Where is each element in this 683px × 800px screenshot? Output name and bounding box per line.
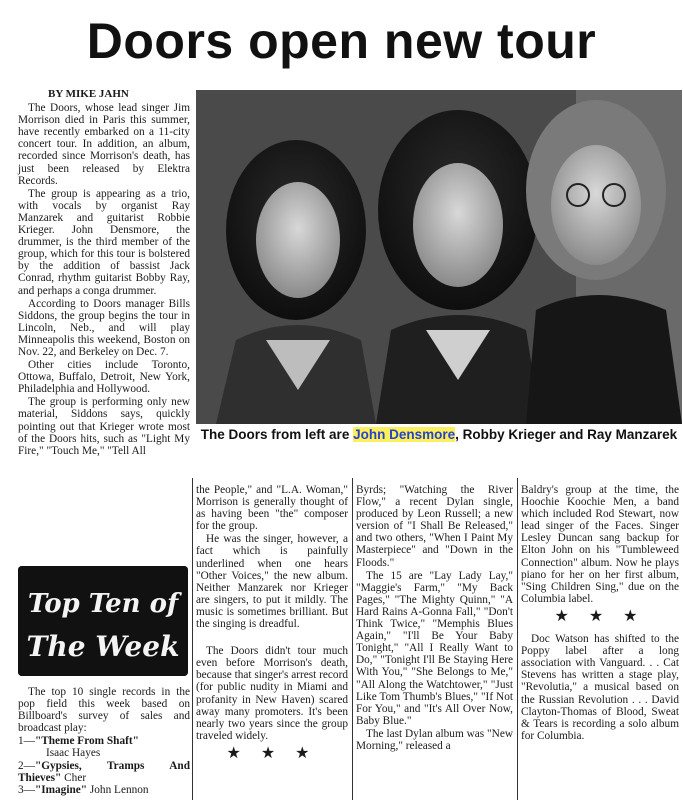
paragraph: According to Doors manager Bills Siddons, the group begins the tour in Lincoln, Neb., and will play Minneapolis this weekend, Boston on Nov. 22, and Berkeley on Dec. 7.: [18, 297, 190, 358]
article-column-1: [18, 88, 190, 560]
topten-logo-line2: The Week: [26, 630, 180, 663]
section-stars: ★ ★ ★: [554, 607, 646, 625]
topten-logo-line1: Top Ten of: [27, 589, 179, 619]
rank: 2—: [18, 759, 35, 772]
band-photo: [196, 90, 682, 424]
topten-intro: The top 10 single records in the pop field this week based on Billboard's survey of sales and broadcast play:: [18, 686, 190, 735]
headline: Doors open new tour: [86, 13, 597, 69]
paragraph: The Doors, whose lead singer Jim Morrison died in Paris this summer, have recently embarked on a 11-city concert tour. In addition, an album, recorded since Morrison's death, has just been released by Elektra Records.: [18, 102, 190, 187]
rank: 3—: [18, 783, 35, 796]
topten-section: [18, 686, 190, 800]
paragraph: the People," and "L.A. Woman," Morrison is generally thought of as having been "the" composer for the group.: [196, 484, 348, 533]
song-title: "Theme From Shaft": [34, 735, 139, 748]
paragraph: The last Dylan album was "New Morning," released a: [356, 727, 513, 752]
artist: Cher: [64, 771, 87, 784]
caption-text: , Robby Krieger and Ray Manzarek: [455, 427, 678, 442]
column-rule: [192, 478, 193, 800]
article-column-4: [521, 484, 679, 800]
paragraph: Other cities include Toronto, Ottowa, Buffalo, Detroit, New York, Philadelphia and Hollywood.: [18, 359, 190, 396]
paragraph: The Doors didn't tour much even before Morrison's death, because that singer's arrest record (for public nudity in Miami and profanity in New Haven) scared away many promoters. It's been nearly two years since the group traveled widely.: [196, 645, 348, 742]
article-column-2: [196, 484, 348, 800]
song-title: "Imagine": [34, 783, 88, 796]
caption-highlight[interactable]: John Densmore: [353, 427, 456, 442]
byline: BY MIKE JAHN: [48, 88, 129, 100]
artist: Isaac Hayes: [46, 747, 101, 760]
rank: 1—: [18, 735, 35, 748]
topten-list: [18, 735, 190, 795]
list-item: [18, 735, 190, 759]
column-rule: [517, 478, 518, 800]
paragraph: The 15 are "Lay Lady Lay," "Maggie's Farm," "My Back Pages," "The Mighty Quinn," "A Hard Rains A-Gonna Fall," "Don't Think Twice," "Memphis Blues Again," "I'll Be Your Baby Tonight," "All I Really Want to Do," "Tonight I'll Be Staying Here With You," "She Belongs to Me," "All Along the Watchtower," "Just Like Tom Thumb's Blues," "If Not For You," and "It's All Over Now, Baby Blue.": [356, 569, 513, 727]
artist: John Lennon: [89, 783, 149, 796]
song-title: "Gypsies, Tramps And Thieves": [18, 759, 190, 784]
list-item: [18, 784, 190, 796]
section-stars: ★ ★ ★: [226, 744, 318, 762]
topten-logo: [18, 566, 188, 676]
column-rule: [352, 478, 353, 800]
article-column-3: [356, 484, 513, 800]
paragraph: The group is performing only new material, Siddons says, quickly pointing out that Krieger wrote most of the Doors hits, such as "Light My Fire," "Touch Me," "Tell All: [18, 396, 190, 457]
paragraph: He was the singer, however, a fact which is painfully underlined when one hears "Other Voices," the new album. Neither Manzarek nor Krieger are singers, to put it mildly. The music is sometimes brilliant. But the singing is dreadful.: [196, 533, 348, 631]
paragraph: Baldry's group at the time, the Hoochie Koochie Men, a band which included Rod Stewart, now lead singer of the Faces. Singer Lesley Duncan sang backup for Elton John on his "Tumbleweed Connection" album. Now he plays piano for her on her first album, "Sing Children Sing," due on the Columbia label.: [521, 484, 679, 605]
paragraph: The group is appearing as a trio, with vocals by organist Ray Manzarek and guitarist Robbie Krieger. John Densmore, the drummer, is the third member of the group, which for this tour is bolstered by the addition of bassist Jack Conrad, rhythm guitarist Bobby Ray, and perhaps a conga drummer.: [18, 187, 190, 297]
list-item: [18, 760, 190, 784]
photo-caption: [196, 426, 682, 466]
paragraph: Byrds; "Watching the River Flow," a recent Dylan single, produced by Leon Russell; a new version of "I Shall Be Released," and two others, "When I Paint My Masterpiece" and "Down in the Floods.": [356, 484, 513, 569]
paragraph: Doc Watson has shifted to the Poppy label after a long association with Vanguard. . . Cat Stevens has written a stage play, "Revolutia," a musical based on the Russian Revolution . . . David Clayton-Thomas of Blood, Sweat & Tears is recording a solo album for Columbia.: [521, 633, 679, 742]
caption-text: The Doors from left are: [200, 427, 354, 442]
